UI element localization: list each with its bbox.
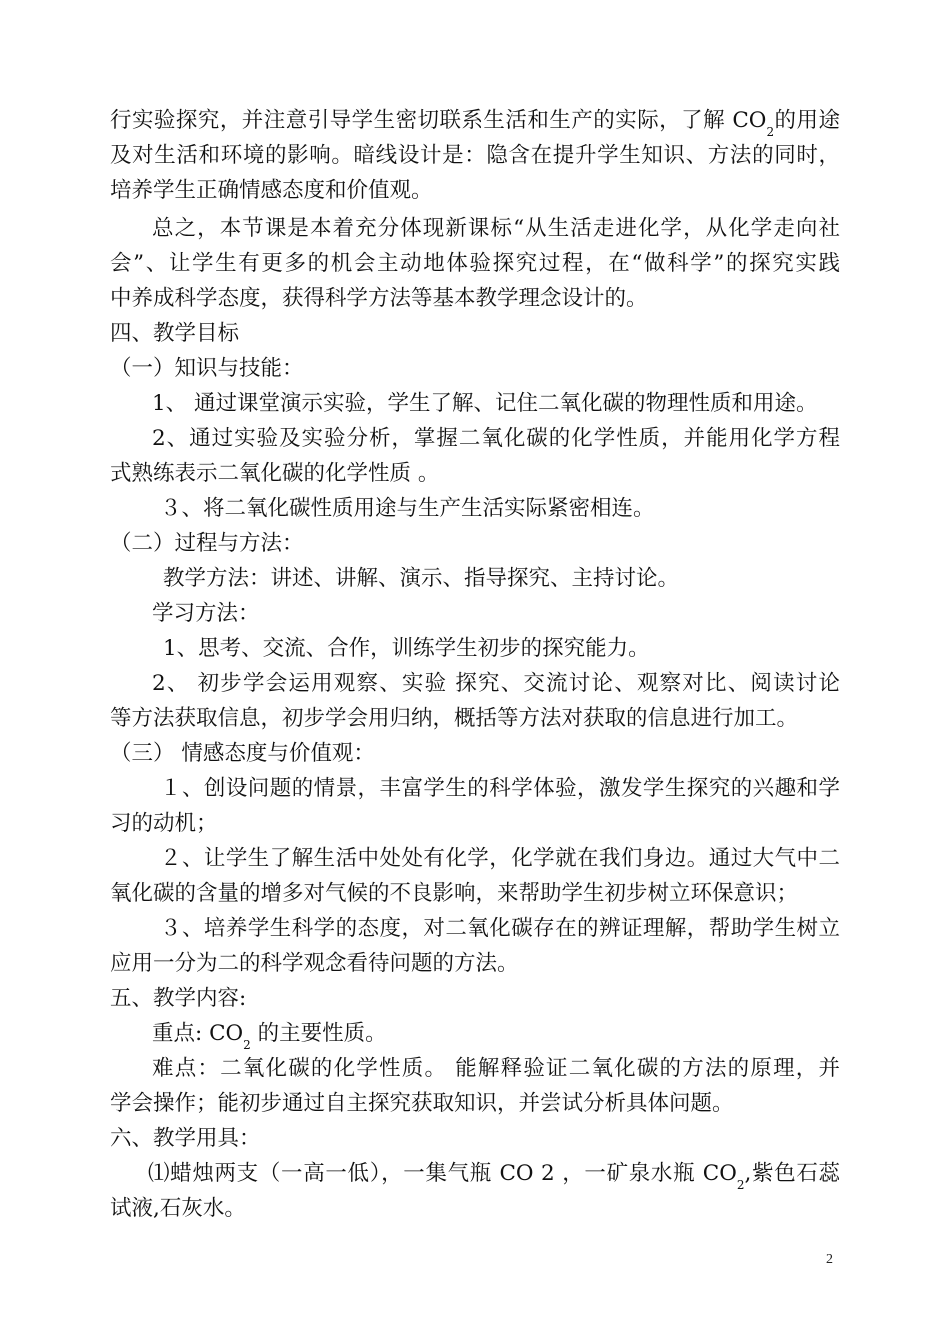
paragraph-line: 难点：二氧化碳的化学性质。 能解释验证二氧化碳的方法的原理，并 — [152, 1056, 840, 1081]
paragraph-line: 培养学生正确情感态度和价值观。 — [110, 178, 433, 203]
section-heading: 六、教学用具： — [110, 1126, 261, 1151]
subsection-heading: （三） 情感态度与价值观： — [110, 741, 375, 766]
section-heading: 五、教学内容: — [110, 986, 247, 1011]
list-item: ３、培养学生科学的态度，对二氧化碳存在的辨证理解，帮助学生树立 — [160, 916, 840, 941]
subsection-heading: （一）知识与技能： — [110, 356, 304, 381]
list-item: ⑴蜡烛两支（一高一低），一集气瓶 CO 2 ，一矿泉水瓶 $CO_2$,紫色石蕊 — [148, 1161, 840, 1192]
list-item: 1、 通过课堂演示实验，学生了解、记住二氧化碳的物理性质和用途。 — [152, 391, 818, 416]
paragraph-line: 及对生活和环境的影响。暗线设计是：隐含在提升学生知识、方法的同时， — [110, 143, 840, 168]
list-item: 1、思考、交流、合作，训练学生初步的探究能力。 — [163, 636, 650, 661]
paragraph-line: 学习方法： — [152, 601, 260, 626]
paragraph-line: 总之，本节课是本着充分体现新课标“从生活走进化学，从化学走向社 — [152, 216, 840, 241]
paragraph-line: 会”、让学生有更多的机会主动地体验探究过程，在“做科学”的探究实践 — [110, 251, 840, 276]
paragraph-line: 重点: $CO_2$ 的主要性质。 — [152, 1021, 387, 1052]
list-item-continued: 应用一分为二的科学观念看待问题的方法。 — [110, 951, 519, 976]
page-number: 2 — [826, 1252, 833, 1267]
paragraph-line: 学会操作；能初步通过自主探究获取知识，并尝试分析具体问题。 — [110, 1091, 734, 1116]
section-heading: 四、教学目标 — [110, 321, 240, 346]
paragraph-line: 行实验探究，并注意引导学生密切联系生活和生产的实际，了解 $CO_2$的用途 — [110, 108, 840, 139]
list-item-continued: 等方法获取信息，初步学会用归纳，概括等方法对获取的信息进行加工。 — [110, 706, 799, 731]
list-item: １、创设问题的情景，丰富学生的科学体验，激发学生探究的兴趣和学 — [160, 776, 840, 801]
subsection-heading: （二）过程与方法： — [110, 531, 304, 556]
list-item: ３、将二氧化碳性质用途与生产生活实际紧密相连。 — [160, 496, 655, 521]
paragraph-line: 中养成科学态度，获得科学方法等基本教学理念设计的。 — [110, 286, 648, 311]
list-item-continued: 习的动机； — [110, 811, 218, 836]
list-item-continued: 试液,石灰水。 — [110, 1196, 246, 1221]
list-item: 2、 初步学会运用观察、实验 探究、交流讨论、观察对比、阅读讨论 — [152, 671, 840, 696]
list-item: 2、通过实验及实验分析，掌握二氧化碳的化学性质，并能用化学方程 — [152, 426, 840, 451]
paragraph-line: 教学方法：讲述、讲解、演示、指导探究、主持讨论。 — [163, 566, 680, 591]
list-item-continued: 式熟练表示二氧化碳的化学性质 。 — [110, 461, 440, 486]
list-item-continued: 氧化碳的含量的增多对气候的不良影响，来帮助学生初步树立环保意识； — [110, 881, 799, 906]
list-item: ２、让学生了解生活中处处有化学，化学就在我们身边。通过大气中二 — [160, 846, 840, 871]
